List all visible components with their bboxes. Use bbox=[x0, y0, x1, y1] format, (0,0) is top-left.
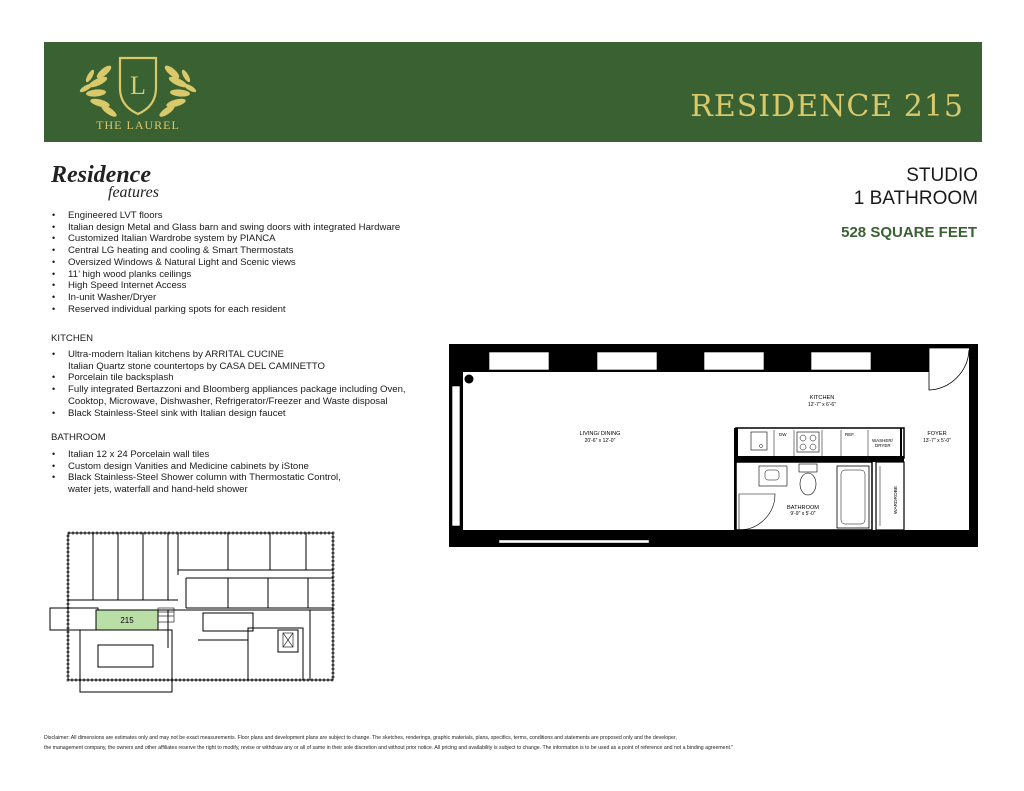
building-outline bbox=[68, 533, 333, 680]
kitchen-section-label: KITCHEN bbox=[51, 333, 94, 344]
kitchen-label: KITCHEN bbox=[809, 395, 835, 401]
window bbox=[489, 352, 549, 370]
list-item: • Italian design Metal and Glass barn and swing doors with integrated Hardware bbox=[51, 222, 431, 234]
bathroom-section-label: BATHROOM bbox=[51, 432, 106, 443]
list-item: • Engineered LVT floors bbox=[51, 210, 431, 222]
bathroom-label: BATHROOM bbox=[787, 505, 819, 511]
list-item-line: water jets, waterfall and hand-held shower bbox=[68, 484, 248, 496]
entry-door bbox=[929, 348, 969, 390]
foyer-dimensions: 13'-7" x 5'-0" bbox=[923, 438, 951, 444]
washer-label: WASHER/ bbox=[872, 438, 893, 443]
list-item bbox=[51, 349, 431, 372]
list-item: • Oversized Windows & Natural Light and Scenic views bbox=[51, 257, 431, 269]
list-item-line: • Porcelain tile backsplash bbox=[68, 372, 174, 384]
right-wall bbox=[969, 344, 978, 547]
list-item bbox=[51, 472, 431, 495]
list-item-line: • Fully integrated Bertazzoni and Bloomberg appliances package including Oven, bbox=[68, 384, 406, 396]
list-item bbox=[51, 408, 431, 420]
bottom-wall bbox=[449, 530, 978, 547]
unit-square-feet: 528 SQUARE FEET bbox=[841, 224, 977, 241]
foyer-label: FOYER bbox=[927, 431, 947, 437]
living-dining-label: LIVING/ DINING bbox=[579, 431, 621, 437]
laurel-logo bbox=[78, 54, 198, 134]
list-item: • Reserved individual parking spots for each resident bbox=[51, 304, 431, 316]
floor-plan bbox=[449, 344, 978, 547]
features-list bbox=[51, 210, 431, 315]
list-item-line: • Black Stainless-Steel Shower column with Thermostatic Control, bbox=[68, 472, 341, 484]
annex-outline bbox=[80, 630, 172, 692]
list-item: • High Speed Internet Access bbox=[51, 280, 431, 292]
kitchen-dimensions: 12'-7" x 6'-6" bbox=[808, 402, 836, 408]
logo-text: THE LAUREL bbox=[96, 118, 180, 132]
disclaimer-line: Disclaimer: All dimensions are estimates only and may not be exact measurements. Floor plans and development plans are subject to change. The sketches, renderings, graphic materials, plans, specifics, terms, conditions and statements are proposed only and the developer, bbox=[44, 735, 677, 741]
window bbox=[452, 386, 460, 526]
unit-type: STUDIO bbox=[906, 165, 978, 186]
window bbox=[704, 352, 764, 370]
disclaimer-line: the management company, the owners and other affiliates reserve the right to modify, revise or withdraw any or all of same in their sole discretion and without prior notice. All pricing and availability is subject to change. The information is to be used as a point of reference and not a binding agreement." bbox=[44, 745, 734, 751]
list-item: • 11’ high wood planks ceilings bbox=[51, 269, 431, 281]
window bbox=[597, 352, 657, 370]
window bbox=[499, 540, 649, 543]
list-item-line: • Black Stainless-Steel sink with Italian design faucet bbox=[68, 407, 286, 419]
dryer-label: DRYER bbox=[875, 443, 891, 448]
list-item bbox=[51, 461, 431, 473]
list-item bbox=[51, 372, 431, 384]
unit-summary bbox=[854, 164, 978, 210]
dishwasher-label: DW bbox=[779, 432, 787, 437]
logo-letter: L bbox=[130, 71, 146, 100]
living-dining-dimensions: 20'-6" x 12'-0" bbox=[584, 438, 616, 444]
list-item-line: Cooktop, Microwave, Dishwasher, Refrigerator/Freezer and Waste disposal bbox=[68, 395, 388, 407]
list-item-line: • Ultra-modern Italian kitchens by ARRITAL CUCINE bbox=[68, 349, 284, 360]
column bbox=[465, 375, 474, 384]
list-item: • Central LG heating and cooling & Smart Thermostats bbox=[51, 245, 431, 257]
disclaimer bbox=[44, 733, 974, 753]
unit-number-label: 215 bbox=[120, 616, 134, 625]
wardrobe-label: WARDROBE bbox=[894, 485, 899, 514]
unit-baths: 1 BATHROOM bbox=[853, 188, 978, 209]
building-key-plan bbox=[48, 530, 338, 695]
bathroom-list bbox=[51, 449, 431, 496]
window bbox=[811, 352, 871, 370]
residence-title: RESIDENCE 215 bbox=[690, 89, 964, 124]
refrigerator-label: REF. bbox=[845, 432, 855, 437]
list-item-line: • Custom design Vanities and Medicine cabinets by iStone bbox=[68, 460, 309, 472]
list-item bbox=[51, 449, 431, 461]
kitchen-list bbox=[51, 349, 431, 419]
list-item-line: • Italian 12 x 24 Porcelain wall tiles bbox=[68, 449, 210, 460]
bathroom-dimensions: 9'-9" x 5'-0" bbox=[790, 511, 816, 517]
list-item: • Customized Italian Wardrobe system by PIANCA bbox=[51, 233, 431, 245]
list-item-line: Italian Quartz stone countertops by CASA DEL CAMINETTO bbox=[68, 360, 326, 372]
list-item bbox=[51, 384, 431, 407]
features-heading: Residence bbox=[51, 162, 151, 188]
features-heading-sub: features bbox=[108, 184, 159, 201]
laurel-wreath-icon bbox=[78, 54, 198, 120]
header-band bbox=[44, 42, 982, 142]
list-item: • In-unit Washer/Dryer bbox=[51, 292, 431, 304]
